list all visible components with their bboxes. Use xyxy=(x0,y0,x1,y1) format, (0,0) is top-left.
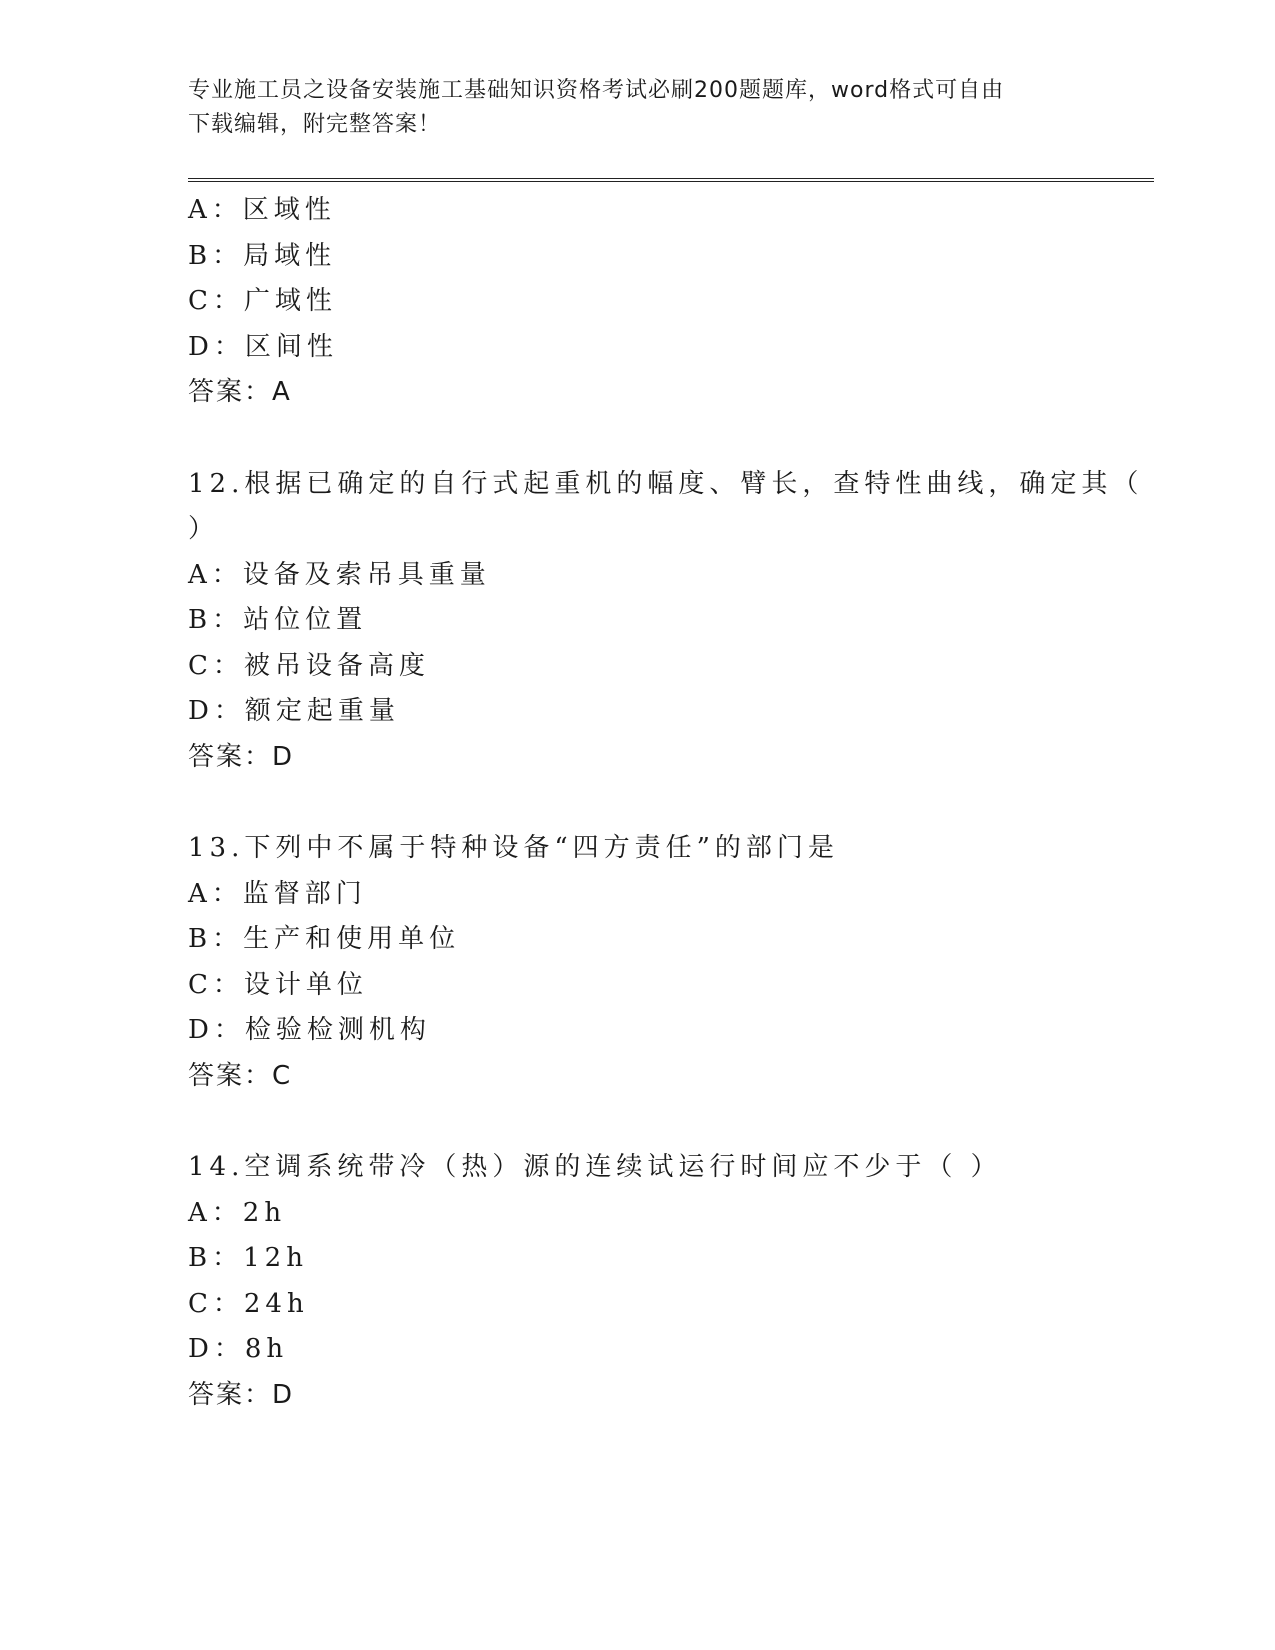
option-d: D：8h xyxy=(188,1334,289,1364)
option-b: B：站位位置 xyxy=(188,605,368,635)
option-d: D：检验检测机构 xyxy=(188,1015,431,1045)
question-stem: 13.下列中不属于特种设备“四方责任”的部门是 xyxy=(188,833,839,863)
spacer xyxy=(188,1099,1088,1145)
option-a: A：区域性 xyxy=(188,195,336,225)
option-d: D：区间性 xyxy=(188,331,338,362)
header-line-2: 下载编辑，附完整答案！ xyxy=(188,112,442,137)
option-b: B：生产和使用单位 xyxy=(188,924,461,954)
answer: 答案：C xyxy=(188,1060,293,1091)
question-stem: 14.空调系统带冷（热）源的连续试运行时间应不少于（ ） xyxy=(188,1152,1002,1182)
option-c: C：设计单位 xyxy=(188,969,368,1000)
option-a: A：2h xyxy=(188,1197,287,1228)
option-c: C：广域性 xyxy=(188,286,337,316)
question-stem-continued: ） xyxy=(188,514,220,544)
document-header xyxy=(188,74,1068,142)
answer: 答案：D xyxy=(188,741,295,772)
option-c: C：24h xyxy=(188,1288,309,1319)
question-list xyxy=(188,188,1144,1418)
answer: 答案：D xyxy=(188,1379,295,1410)
spacer xyxy=(188,780,1088,826)
question-11 xyxy=(188,188,1088,416)
question-14 xyxy=(188,1145,1088,1418)
question-stem: 12.根据已确定的自行式起重机的幅度、臂长，查特性曲线，确定其（ xyxy=(188,468,1144,499)
spacer xyxy=(188,416,1088,462)
option-c: C：被吊设备高度 xyxy=(188,650,430,681)
option-b: B：12h xyxy=(188,1243,308,1273)
header-line-1: 专业施工员之设备安装施工基础知识资格考试必刷200题题库，word格式可自由 xyxy=(188,78,1005,103)
header-divider xyxy=(188,178,1154,182)
option-a: A：监督部门 xyxy=(188,878,367,909)
option-d: D：额定起重量 xyxy=(188,696,400,726)
option-b: B：局域性 xyxy=(188,240,337,271)
question-13 xyxy=(188,826,1088,1099)
option-a: A：设备及索吊具重量 xyxy=(188,559,491,590)
answer: 答案：A xyxy=(188,377,292,407)
question-12 xyxy=(188,462,1144,781)
